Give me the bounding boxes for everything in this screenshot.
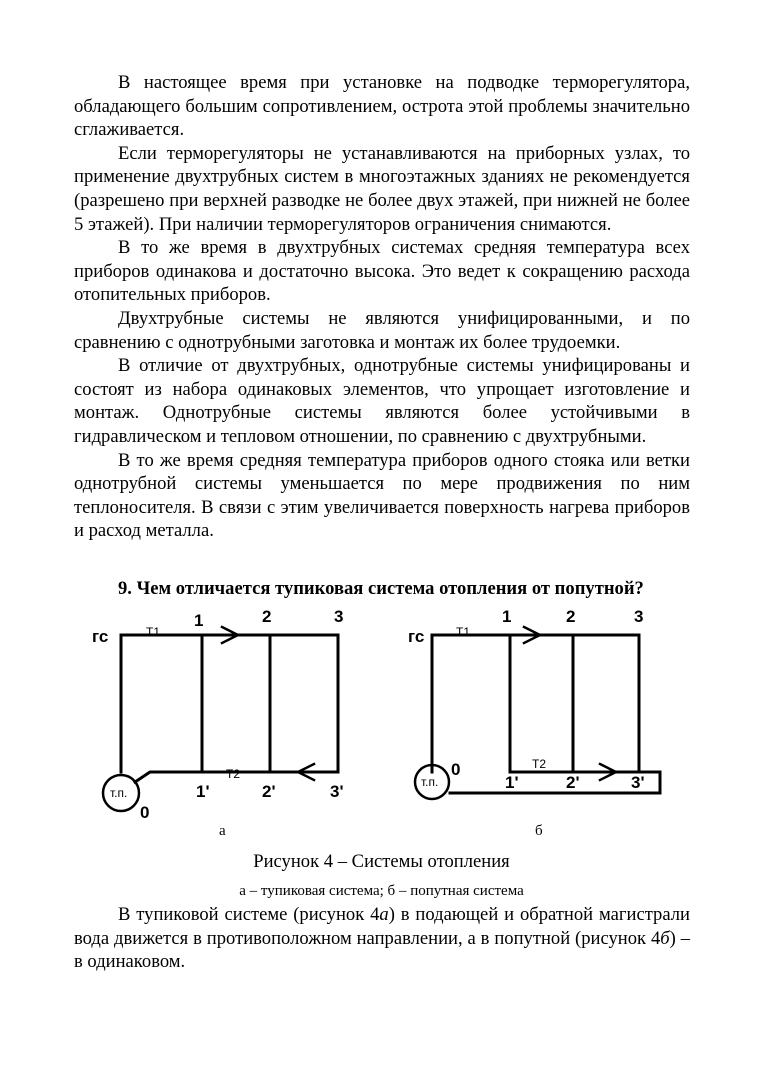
label-node-2-a: 2 bbox=[262, 607, 272, 626]
label-t2-b: Т2 bbox=[532, 757, 547, 771]
subfigure-label-b: б bbox=[535, 823, 543, 839]
label-zero-b: 0 bbox=[451, 760, 461, 779]
paragraph-6: В то же время средняя температура приборов одного стояка или ветки однотрубной системы уменьшается по мере продвижения по ним теплоносителя. В связи с этим увеличивается поверхность нагрева приборов и расход металла. bbox=[74, 449, 690, 542]
label-node-3-a: 3 bbox=[334, 607, 344, 626]
paragraph-1: В настоящее время при установке на подводке терморегулятора, обладающего большим сопротивлением, острота этой проблемы значительно сглаживается. bbox=[74, 72, 690, 141]
label-tp-b: т.п. bbox=[421, 775, 439, 789]
label-gc-a: гс bbox=[92, 627, 109, 646]
paragraph-bottom-part3: ) – в одинаковом. bbox=[74, 927, 691, 973]
figure-ref-a: а bbox=[379, 904, 389, 925]
label-node-2p-a: 2' bbox=[262, 782, 276, 801]
label-node-3p-b: 3' bbox=[631, 773, 645, 792]
figure-legend: а – тупиковая система; б – попутная система bbox=[239, 883, 524, 899]
supply-line-a bbox=[121, 635, 338, 772]
label-node-1-b: 1 bbox=[502, 607, 512, 626]
paragraph-5: В отличие от двухтрубных, однотрубные системы унифицированы и состоят из набора одинаковых элементов, что упрощает изготовление и монтаж. Однотрубные системы являются более устойчивыми в гидравлическом и тепловом отношении, по сравнению с двухтрубными. bbox=[74, 355, 690, 447]
paragraph-4: Двухтрубные системы не являются унифицированными, и по сравнению с однотрубными заготовка и монтаж их более трудоемки. bbox=[74, 307, 690, 353]
question-heading: 9. Чем отличается тупиковая система отопления от попутной? bbox=[118, 578, 644, 599]
label-t1-b: Т1 bbox=[456, 625, 471, 639]
paragraph-3: В то же время в двухтрубных системах средняя температура всех приборов одинакова и достаточно высока. Это ведет к сокращению расхода отопительных приборов. bbox=[74, 237, 690, 306]
paragraph-bottom bbox=[74, 903, 690, 974]
label-node-2-b: 2 bbox=[566, 607, 576, 626]
label-t2-a: Т2 bbox=[226, 767, 241, 781]
paragraph-2: Если терморегуляторы не устанавливаются на приборных узлах, то применение двухтрубных систем в многоэтажных зданиях не рекомендуется (разрешено при верхней разводке не более двух этажей, при нижней не более 5 этажей). При наличии терморегуляторов ограничения снимаются. bbox=[74, 142, 690, 235]
label-node-1-a: 1 bbox=[194, 611, 204, 630]
body-text-bottom bbox=[74, 903, 690, 974]
label-zero-a: 0 bbox=[140, 803, 150, 822]
label-gc-b: гс bbox=[408, 627, 425, 646]
label-node-3-b: 3 bbox=[634, 607, 644, 626]
label-node-1p-a: 1' bbox=[196, 782, 210, 801]
figure-caption: Рисунок 4 – Системы отопления bbox=[253, 851, 510, 872]
label-tp-a: т.п. bbox=[110, 786, 128, 800]
figure-ref-b: б bbox=[660, 927, 670, 949]
label-node-2p-b: 2' bbox=[566, 773, 580, 792]
label-t1-a: Т1 bbox=[146, 625, 161, 639]
subfigure-label-a: а bbox=[219, 823, 226, 839]
paragraph-bottom-part2: ) в подающей и обратной магистрали вода движется в противоположном направлении, а в попутной (рисунок 4 bbox=[74, 904, 690, 949]
label-node-3p-a: 3' bbox=[330, 782, 344, 801]
paragraph-bottom-part1: В тупиковой системе (рисунок 4 bbox=[118, 904, 380, 925]
figure-a-diagram bbox=[103, 627, 338, 811]
label-node-1p-b: 1' bbox=[505, 773, 519, 792]
return-line-b bbox=[450, 772, 660, 793]
supply-line-b bbox=[432, 635, 639, 772]
